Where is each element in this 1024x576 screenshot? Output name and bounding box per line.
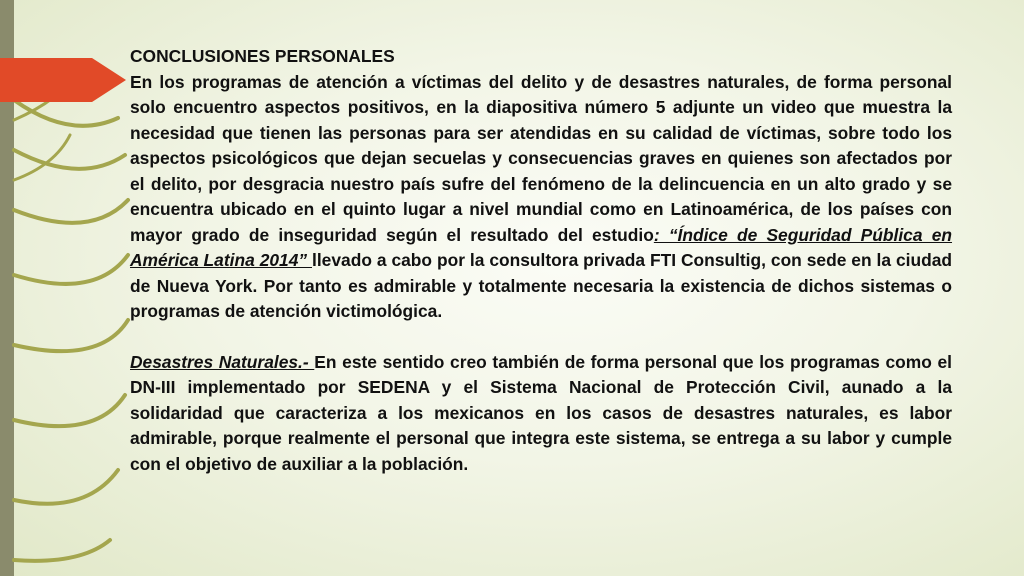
paragraph-victims: [130, 70, 952, 325]
paragraph-spacer: [130, 325, 952, 350]
paragraph-victims-text-1: En los programas de atención a víctimas del delito y de desastres naturales, de forma personal solo encuentro aspectos positivos, en la diapositiva número 5 adjunte un video que muestra la necesidad que tienen las personas para ser atendidas en su calidad de víctimas, sobre todo los aspectos psicológicos que dejan secuelas y consecuencias graves en quienes son afectados por el delito, por desgracia nuestro país sufre del fenómeno de la delincuencia en un alto grado y se encuentra ubicado en el quinto lugar a nivel mundial como en Latinoamérica, de los países con mayor grado de inseguridad según el resultado del estudio: [130, 71, 952, 245]
section-heading: CONCLUSIONES PERSONALES: [130, 46, 395, 66]
paragraph-disasters-text: En este sentido creo también de forma personal que los programas como el DN-III implementado por SEDENA y el Sistema Nacional de Protección Civil, aunado a la solidaridad que caracteriza a los mexicanos en los casos de desastres naturales, es labor admirable, porque realmente el personal que integra este sistema, se entrega a su labor y cumple con el objetivo de auxiliar a la población.: [130, 351, 952, 474]
decorative-arrow-leaves: [0, 0, 150, 576]
paragraph-victims-text-2: llevado a cabo por la consultora privada FTI Consultig, con sede en la ciudad de Nueva York. Por tanto es admirable y totalmente necesaria la existencia de dichos sistemas o programas de atención victimológica.: [130, 250, 952, 321]
disasters-lead: Desastres Naturales.-: [130, 351, 315, 372]
paragraph-disasters: [130, 350, 952, 478]
study-title: : “Índice de Seguridad Pública en América Latina 2014”: [130, 224, 953, 270]
text-content: [130, 44, 952, 477]
